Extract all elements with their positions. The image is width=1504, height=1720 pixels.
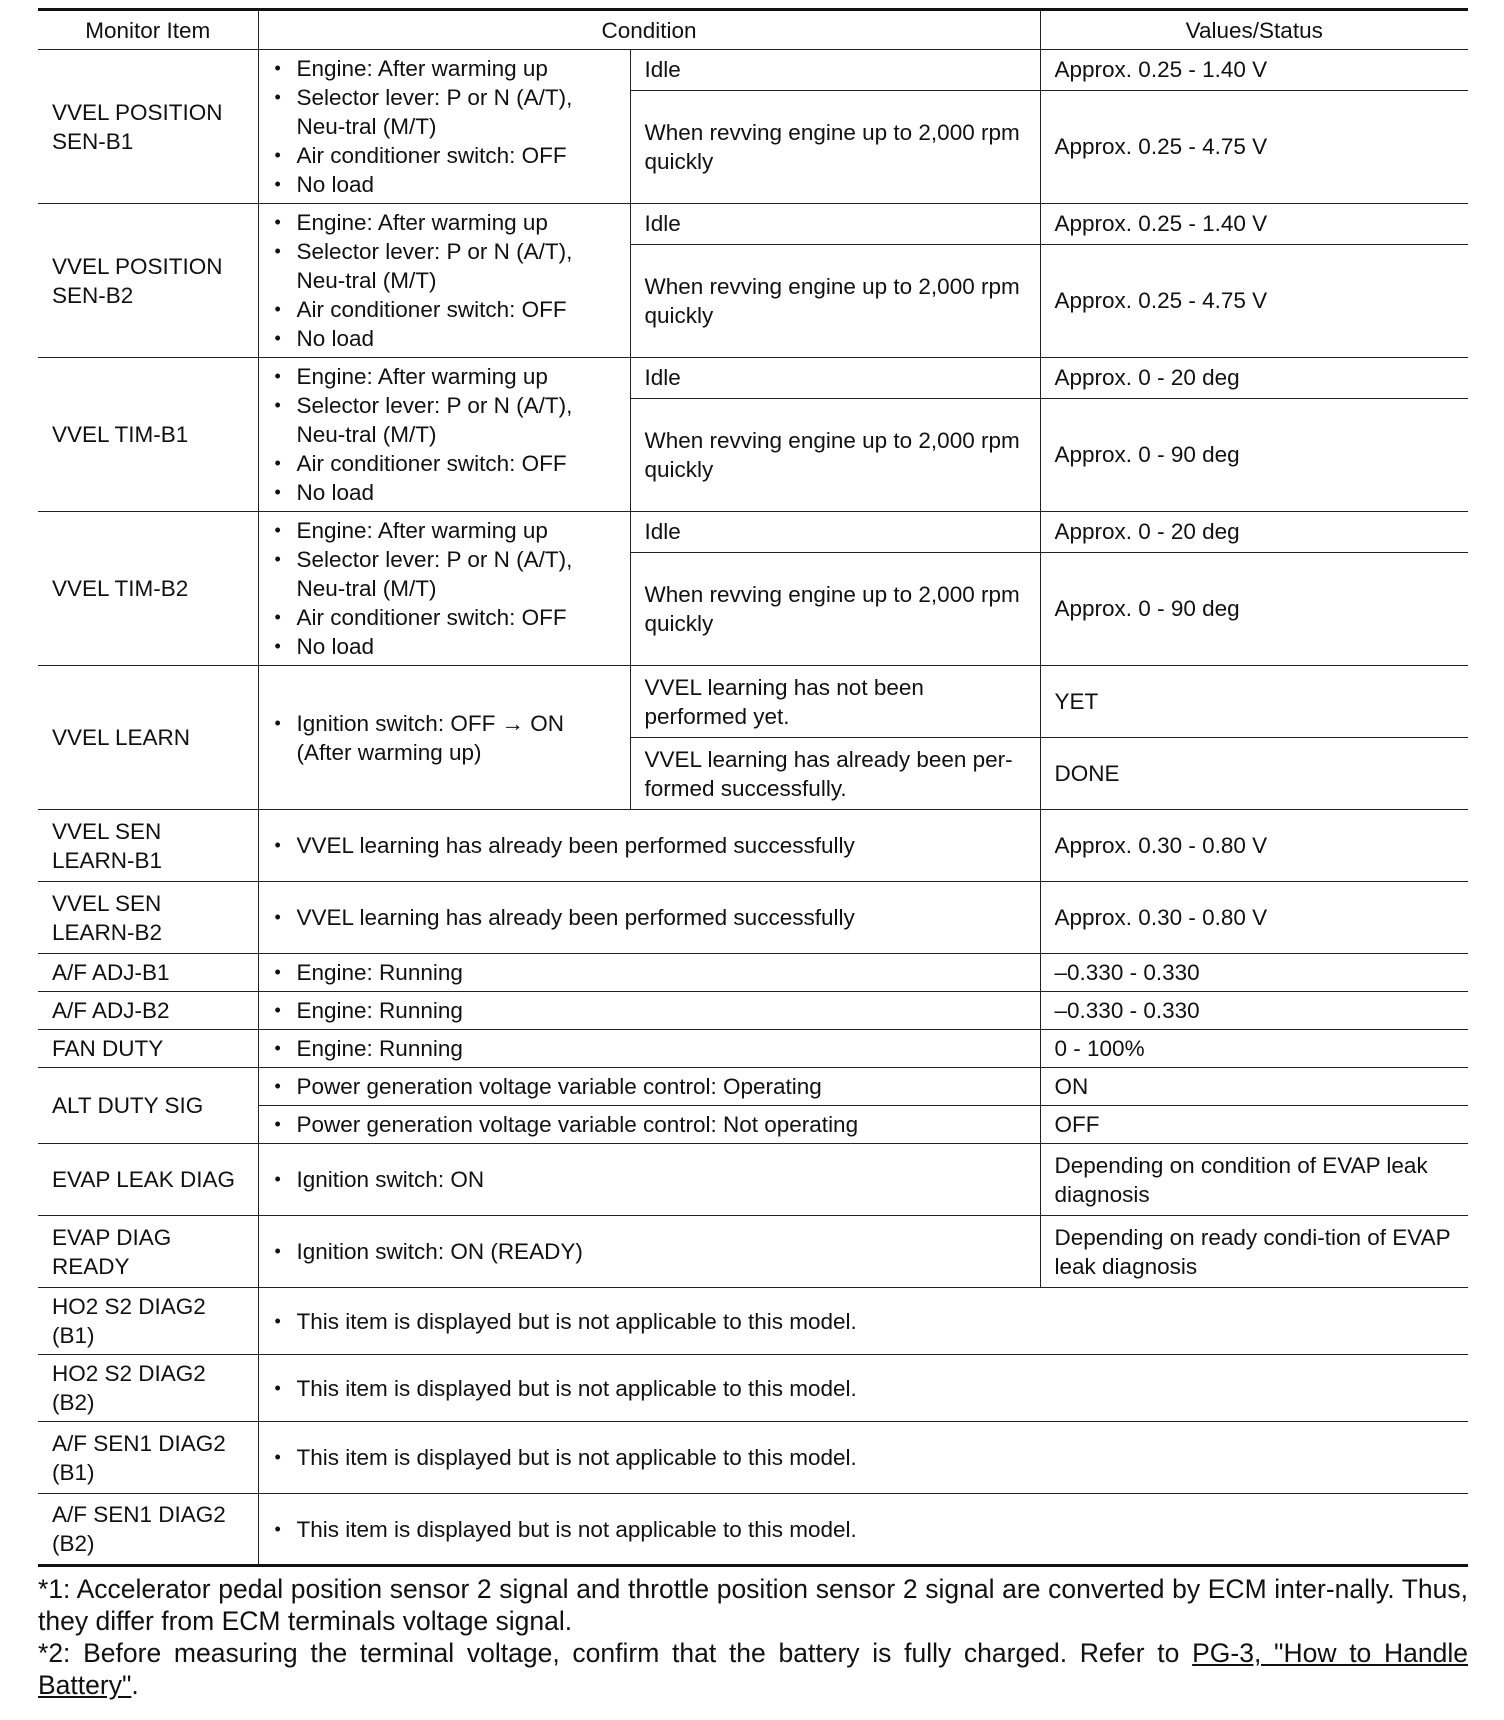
condition	[258, 810, 1040, 882]
monitor-item: HO2 S2 DIAG2 (B2)	[38, 1355, 258, 1422]
footnote-2-end: .	[131, 1670, 139, 1700]
condition-bullet: • Air conditioner switch: OFF	[273, 449, 616, 478]
condition-bullet: • This item is displayed but is not applicable to this model.	[273, 1515, 1455, 1544]
footnote-2	[38, 1637, 1468, 1701]
condition-bullet: • Selector lever: P or N (A/T), Neu-tral (M/T)	[273, 545, 616, 603]
monitor-item: A/F SEN1 DIAG2 (B2)	[38, 1494, 258, 1566]
condition-bullet: • This item is displayed but is not applicable to this model.	[273, 1307, 1455, 1336]
header-condition: Condition	[258, 10, 1040, 50]
condition-bullet: • Air conditioner switch: OFF	[273, 295, 616, 324]
battery-reference-link[interactable]: PG-3, "How to Handle Battery"	[38, 1638, 1468, 1700]
sub-condition: Idle	[630, 512, 1040, 553]
monitor-item: A/F ADJ-B2	[38, 992, 258, 1030]
sub-condition: When revving engine up to 2,000 rpm quickly	[630, 398, 1040, 511]
header-values-status: Values/Status	[1040, 10, 1468, 50]
monitor-item: EVAP LEAK DIAG	[38, 1144, 258, 1216]
value: Depending on condition of EVAP leak diagnosis	[1040, 1144, 1468, 1216]
value: ON	[1040, 1068, 1468, 1106]
value: OFF	[1040, 1106, 1468, 1144]
value: 0 - 100%	[1040, 1030, 1468, 1068]
table-row	[38, 1494, 1468, 1566]
condition-bullet: • Power generation voltage variable control: Not operating	[273, 1110, 1026, 1139]
condition-bullet: • Selector lever: P or N (A/T), Neu-tral (M/T)	[273, 237, 616, 295]
value: –0.330 - 0.330	[1040, 954, 1468, 992]
sub-condition: Idle	[630, 358, 1040, 399]
value: Approx. 0.25 - 4.75 V	[1040, 244, 1468, 357]
condition-bullet: • This item is displayed but is not applicable to this model.	[273, 1443, 1455, 1472]
condition-bullet: • Engine: After warming up	[273, 208, 616, 237]
condition-bullet: • No load	[273, 632, 616, 661]
condition-bullet: • Power generation voltage variable control: Operating	[273, 1072, 1026, 1101]
condition	[258, 1355, 1468, 1422]
condition-bullet: • Engine: Running	[273, 958, 1026, 987]
condition	[258, 1068, 1040, 1106]
table-row	[38, 1144, 1468, 1216]
value: YET	[1040, 666, 1468, 738]
monitor-item: VVEL LEARN	[38, 666, 258, 810]
sub-condition: When revving engine up to 2,000 rpm quickly	[630, 552, 1040, 665]
monitor-item: VVEL SEN LEARN-B1	[38, 810, 258, 882]
table-row	[38, 1422, 1468, 1494]
monitor-item: VVEL POSITION SEN-B2	[38, 204, 258, 358]
condition-bullets	[258, 358, 630, 512]
condition-bullet: • Engine: After warming up	[273, 516, 616, 545]
monitor-table	[38, 8, 1468, 1567]
table-row	[38, 992, 1468, 1030]
condition	[258, 882, 1040, 954]
sub-condition: Idle	[630, 204, 1040, 245]
monitor-item: EVAP DIAG READY	[38, 1216, 258, 1288]
sub-condition: When revving engine up to 2,000 rpm quickly	[630, 90, 1040, 203]
condition-bullet: • Selector lever: P or N (A/T), Neu-tral (M/T)	[273, 83, 616, 141]
monitor-item: VVEL TIM-B1	[38, 358, 258, 512]
table-row	[38, 666, 1468, 738]
sub-condition: VVEL learning has already been per-formed successfully.	[630, 738, 1040, 810]
table-row	[38, 1216, 1468, 1288]
condition-bullet: • Engine: After warming up	[273, 362, 616, 391]
table-row	[38, 1030, 1468, 1068]
table-row	[38, 1355, 1468, 1422]
footnote-2-text: *2: Before measuring the terminal voltage, confirm that the battery is fully charged. Refer to	[38, 1638, 1193, 1668]
table-header-row	[38, 10, 1468, 50]
value: DONE	[1040, 738, 1468, 810]
condition-bullet: • No load	[273, 324, 616, 353]
value: Depending on ready condi-tion of EVAP leak diagnosis	[1040, 1216, 1468, 1288]
value: Approx. 0.25 - 4.75 V	[1040, 90, 1468, 203]
monitor-item: ALT DUTY SIG	[38, 1068, 258, 1144]
monitor-item: VVEL TIM-B2	[38, 512, 258, 666]
condition-bullet: • VVEL learning has already been performed successfully	[273, 903, 1026, 932]
value: Approx. 0.25 - 1.40 V	[1040, 204, 1468, 245]
table-row	[38, 954, 1468, 992]
condition	[258, 1106, 1040, 1144]
condition	[258, 1422, 1468, 1494]
condition	[258, 1216, 1040, 1288]
value: Approx. 0.25 - 1.40 V	[1040, 50, 1468, 91]
condition-bullet: • Engine: Running	[273, 1034, 1026, 1063]
monitor-item: FAN DUTY	[38, 1030, 258, 1068]
condition-bullet: • VVEL learning has already been performed successfully	[273, 831, 1026, 860]
monitor-item: VVEL POSITION SEN-B1	[38, 50, 258, 204]
header-monitor-item: Monitor Item	[38, 10, 258, 50]
sub-condition: Idle	[630, 50, 1040, 91]
condition-bullet: • No load	[273, 478, 616, 507]
table-row	[38, 810, 1468, 882]
condition-bullet: • Air conditioner switch: OFF	[273, 603, 616, 632]
value: Approx. 0.30 - 0.80 V	[1040, 810, 1468, 882]
condition	[258, 1494, 1468, 1566]
condition-bullet: • This item is displayed but is not applicable to this model.	[273, 1374, 1455, 1403]
condition	[258, 954, 1040, 992]
table-row	[38, 882, 1468, 954]
footnote-1: *1: Accelerator pedal position sensor 2 signal and throttle position sensor 2 signal are converted by ECM inter-nally. Thus, they differ from ECM terminals voltage signal.	[38, 1574, 1468, 1636]
monitor-item: A/F SEN1 DIAG2 (B1)	[38, 1422, 258, 1494]
monitor-item: VVEL SEN LEARN-B2	[38, 882, 258, 954]
value: Approx. 0 - 90 deg	[1040, 398, 1468, 511]
condition	[258, 1288, 1468, 1355]
condition-bullet: • No load	[273, 170, 616, 199]
table-row	[38, 1288, 1468, 1355]
condition-bullet: • Engine: Running	[273, 996, 1026, 1025]
condition-bullet: • Ignition switch: OFF → ON (After warming up)	[273, 709, 616, 767]
condition-bullet: • Ignition switch: ON (READY)	[273, 1237, 1026, 1266]
footnotes	[38, 1573, 1468, 1701]
condition-bullet: • Ignition switch: ON	[273, 1165, 1026, 1194]
condition-bullets	[258, 50, 630, 204]
table-row	[38, 50, 1468, 91]
table-row	[38, 204, 1468, 245]
sub-condition: When revving engine up to 2,000 rpm quickly	[630, 244, 1040, 357]
document	[38, 8, 1468, 1701]
condition	[258, 992, 1040, 1030]
condition-bullets	[258, 204, 630, 358]
value: –0.330 - 0.330	[1040, 992, 1468, 1030]
condition-bullet: • Air conditioner switch: OFF	[273, 141, 616, 170]
monitor-item: A/F ADJ-B1	[38, 954, 258, 992]
table-row	[38, 512, 1468, 553]
condition-bullet: • Selector lever: P or N (A/T), Neu-tral (M/T)	[273, 391, 616, 449]
sub-condition: VVEL learning has not been performed yet.	[630, 666, 1040, 738]
condition-bullets	[258, 666, 630, 810]
condition-bullet: • Engine: After warming up	[273, 54, 616, 83]
value: Approx. 0 - 20 deg	[1040, 358, 1468, 399]
value: Approx. 0 - 90 deg	[1040, 552, 1468, 665]
condition	[258, 1144, 1040, 1216]
value: Approx. 0 - 20 deg	[1040, 512, 1468, 553]
value: Approx. 0.30 - 0.80 V	[1040, 882, 1468, 954]
table-row	[38, 1068, 1468, 1106]
condition	[258, 1030, 1040, 1068]
table-row	[38, 358, 1468, 399]
condition-bullets	[258, 512, 630, 666]
monitor-item: HO2 S2 DIAG2 (B1)	[38, 1288, 258, 1355]
